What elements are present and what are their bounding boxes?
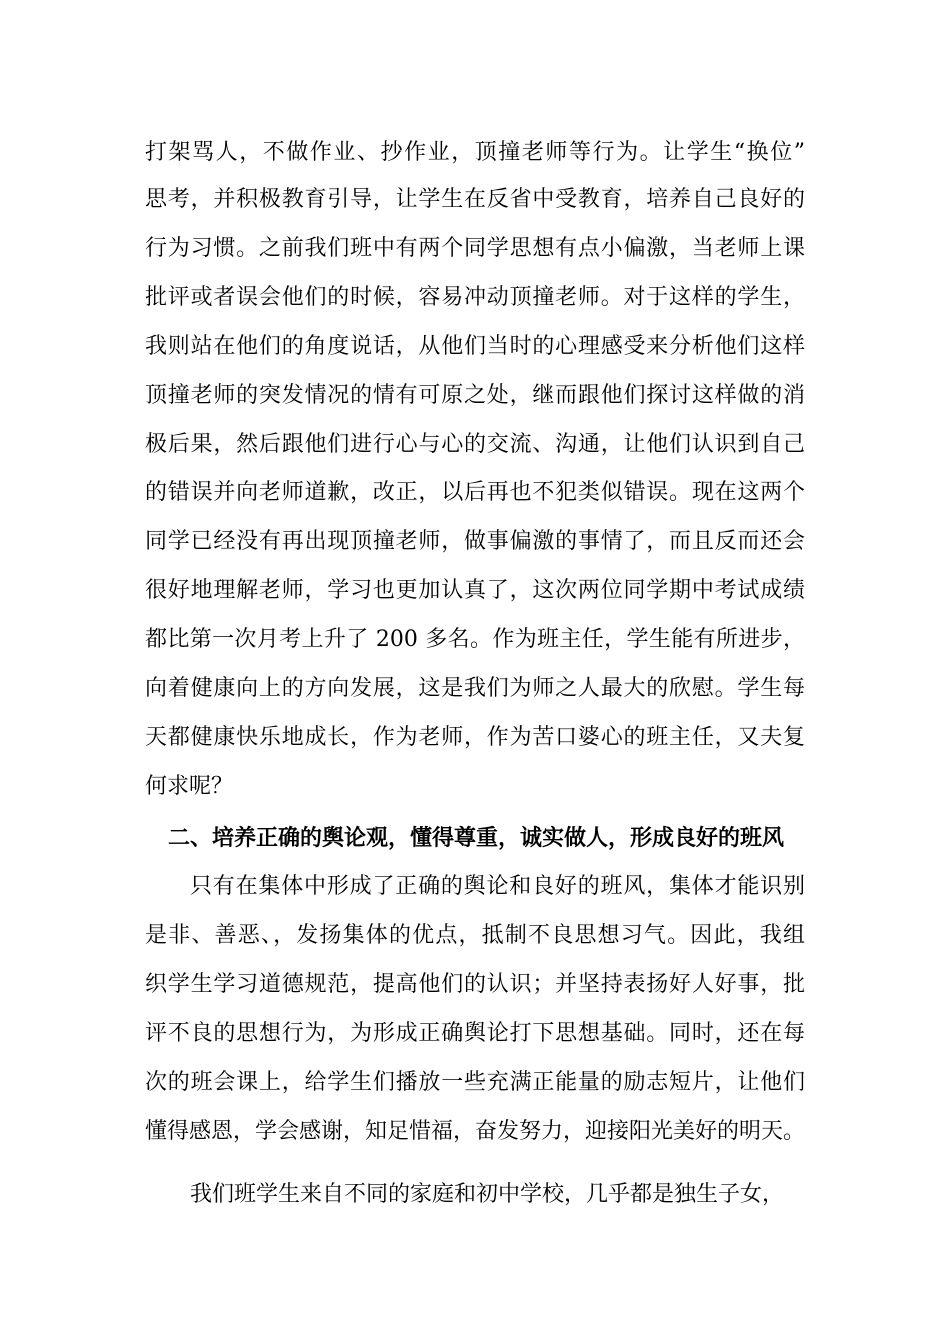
paragraph-1-line-14: 何求呢？ [145,774,234,799]
paragraph-1-line-4: 批评或者误会他们的时候，容易冲动顶撞老师。对于这样的学生， [145,285,805,310]
paragraph-2-line-4: 评不良的思想行为，为形成正确舆论打下思想基础。同时，还在每 [145,1021,805,1046]
paragraph-2-line-2: 是非、善恶、，发扬集体的优点，抵制不良思想习气。因此，我组 [145,923,805,948]
paragraph-1-line-10: 很好地理解老师，学习也更加认真了，这次两位同学期中考试成绩 [145,578,805,603]
paragraph-1-line-13: 天都健康快乐地成长，作为老师，作为苦口婆心的班主任，又夫复 [145,725,805,750]
paragraph-3-line-1: 我们班学生来自不同的家庭和初中学校，几乎都是独生子女， [190,1182,785,1207]
paragraph-2-line-5: 次的班会课上，给学生们播放一些充满正能量的励志短片，让他们 [145,1070,805,1095]
paragraph-2-line-3: 织学生学习道德规范，提高他们的认识；并坚持表扬好人好事，批 [145,972,805,997]
section-heading: 二、培养正确的舆论观，懂得尊重，诚实做人，形成良好的班风 [168,825,785,851]
paragraph-1-line-3: 行为习惯。之前我们班中有两个同学思想有点小偏激，当老师上课 [145,236,805,261]
paragraph-1-line-5: 我则站在他们的角度说话，从他们当时的心理感受来分析他们这样 [145,334,805,359]
paragraph-1-line-2: 思考，并积极教育引导，让学生在反省中受教育，培养自己良好的 [145,187,805,212]
paragraph-2-line-6: 懂得感恩，学会感谢，知足惜福，奋发努力，迎接阳光美好的明天。 [145,1119,806,1144]
paragraph-1-line-8: 的错误并向老师道歉，改正，以后再也不犯类似错误。现在这两个 [145,480,805,505]
paragraph-1-line-9: 同学已经没有再出现顶撞老师，做事偏激的事情了，而且反而还会 [145,529,805,554]
paragraph-2-line-1: 只有在集体中形成了正确的舆论和良好的班风，集体才能识别 [190,874,805,899]
paragraph-1-line-6: 顶撞老师的突发情况的情有可原之处，继而跟他们探讨这样做的消 [145,383,805,408]
paragraph-1-line-1: 打架骂人，不做作业、抄作业，顶撞老师等行为。让学生“换位” [145,140,805,165]
paragraph-1-line-11: 都比第一次月考上升了 200 多名。作为班主任，学生能有所进步， [145,627,805,652]
paragraph-1-line-12: 向着健康向上的方向发展，这是我们为师之人最大的欣慰。学生每 [145,676,805,701]
paragraph-1-line-7: 极后果，然后跟他们进行心与心的交流、沟通，让他们认识到自己 [145,432,805,457]
